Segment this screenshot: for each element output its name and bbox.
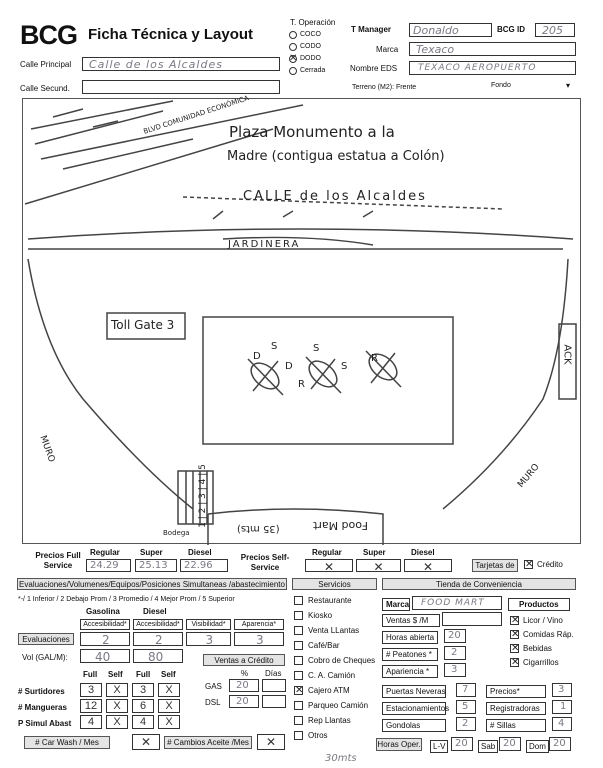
evaluaciones-bar: Evaluaciones/Volumenes/Equipos/Posiciones Simultaneas /abastecimiento <box>17 578 287 590</box>
calle-secund-field[interactable] <box>82 80 280 94</box>
op-label-codo: CODO <box>300 43 321 50</box>
dsl-value: 20 <box>236 696 249 707</box>
registradoras-field[interactable] <box>552 700 572 714</box>
self-super-field[interactable]: ✕ <box>356 559 401 572</box>
dsl-field[interactable] <box>229 695 259 708</box>
calle-sketch-label: CALLE de los Alcaldes <box>243 189 427 204</box>
tienda-marca-label: Marca <box>382 598 410 611</box>
producto-label-bebidas: Bebidas <box>523 644 552 653</box>
fondo-label: Fondo <box>491 82 511 89</box>
servicio-checkbox-cobro-de-cheques[interactable] <box>294 656 303 665</box>
dias-label: Días <box>265 669 282 678</box>
calle-principal-field[interactable] <box>82 57 280 71</box>
full-super-value: 25.13 <box>139 560 168 571</box>
gondolas-label: Gondolas <box>382 719 446 732</box>
gasolina-header: Gasolina <box>86 607 120 616</box>
carwash-label: # Car Wash / Mes <box>24 736 110 749</box>
ventas-mes-label: Ventas $ /M <box>382 614 440 627</box>
chevron-down-icon[interactable]: ▾ <box>566 81 571 90</box>
op-radio-coco[interactable] <box>289 31 297 39</box>
terreno-label: Terreno (M2): Frente <box>352 84 417 91</box>
tienda-marca-field[interactable] <box>412 596 502 610</box>
full-diesel-field[interactable] <box>180 559 228 572</box>
servicio-label-restaurante: Restaurante <box>308 596 352 605</box>
dom-value: 20 <box>553 738 566 749</box>
servicio-checkbox-caf-bar[interactable] <box>294 641 303 650</box>
calle-principal-value: Calle de los Alcaldes <box>89 58 223 71</box>
self-diesel-header: Diesel <box>411 548 435 557</box>
plaza-label: Plaza Monumento a la <box>229 123 395 141</box>
foodmart-sub-label: (35 mts) <box>237 523 280 534</box>
island-letter: R <box>371 353 378 364</box>
full-super-field[interactable] <box>135 559 177 572</box>
vol-gasolina-field[interactable] <box>80 649 130 663</box>
vol-label: Vol (GAL/M): <box>22 653 68 662</box>
island-letter: D <box>253 351 261 362</box>
sketch-drawing <box>23 99 582 545</box>
calle-secund-label: Calle Secund. <box>20 84 70 93</box>
producto-label-comidas-r-p: Comidas Ráp. <box>523 630 574 639</box>
full-regular-field[interactable] <box>86 559 131 572</box>
servicios-bar: Servicios <box>292 578 377 590</box>
precios-full-label: Precios Full Service <box>35 551 81 570</box>
eval-value: 3 <box>256 633 264 647</box>
op-radio-dodo[interactable] <box>289 55 297 63</box>
simul-label: P Simul Abast <box>18 719 72 728</box>
footnote: 30mts <box>325 753 357 764</box>
servicio-label-rep-llantas: Rep Llantas <box>308 716 351 725</box>
vol-diesel-field[interactable] <box>133 649 183 663</box>
toll-gate-label: Toll Gate 3 <box>111 318 175 332</box>
gondolas-value: 2 <box>462 718 469 729</box>
accesibilidad-header-2: Accesibilidad* <box>133 619 183 630</box>
op-radio-codo[interactable] <box>289 43 297 51</box>
mangueras-cell[interactable]: X <box>158 699 180 713</box>
eval-value: 3 <box>205 633 214 647</box>
plaza-label-2: Madre (contigua estatua a Colón) <box>227 149 445 164</box>
self-diesel-field[interactable]: ✕ <box>404 559 452 572</box>
producto-checkbox-comidas-r-p[interactable] <box>510 630 519 639</box>
mangueras-label: # Mangueras <box>18 703 67 712</box>
op-label-coco: COCO <box>300 31 321 38</box>
full-diesel-value: 22.96 <box>184 560 213 571</box>
sillas-field[interactable] <box>552 717 572 731</box>
puertas-neveras-value: 7 <box>462 684 469 695</box>
eval-value: 2 <box>155 633 163 647</box>
peatones-label: # Peatones * <box>382 648 438 661</box>
servicio-checkbox-restaurante[interactable] <box>294 596 303 605</box>
servicio-checkbox-rep-llantas[interactable] <box>294 716 303 725</box>
self-header-1: Self <box>108 670 123 679</box>
t-manager-label: T Manager <box>351 25 392 34</box>
op-radio-cerrada[interactable] <box>289 67 297 75</box>
peatones-field[interactable] <box>444 646 466 660</box>
gas-label: GAS <box>205 682 222 691</box>
producto-checkbox-cigarrillos[interactable] <box>510 658 519 667</box>
mangueras-cell[interactable]: 12 <box>80 699 102 713</box>
surtidores-cell[interactable]: X <box>106 683 128 697</box>
servicio-label-cajero-atm: Cajero ATM <box>308 686 350 695</box>
servicio-label-c-a-cami-n: C. A. Camión <box>308 671 356 680</box>
mangueras-cell[interactable]: X <box>106 699 128 713</box>
servicio-label-caf-bar: Café/Bar <box>308 641 340 650</box>
layout-sketch-area <box>22 94 581 544</box>
island-letter: S <box>313 343 320 354</box>
servicio-checkbox-parqueo-cami-n[interactable] <box>294 701 303 710</box>
servicio-checkbox-kiosko[interactable] <box>294 611 303 620</box>
evaluaciones-label: Evaluaciones <box>18 633 74 645</box>
self-regular-field[interactable]: ✕ <box>305 559 353 572</box>
apariencia-tienda-label: Apariencia * <box>382 665 438 678</box>
foodmart-label: Food Mart <box>313 519 368 532</box>
nombre-eds-label: Nombre EDS <box>350 64 398 73</box>
gas-value: 20 <box>236 680 249 691</box>
bodega-label: Bodega <box>163 529 190 537</box>
horas-oper-label: Horas Oper. <box>377 740 421 749</box>
surtidores-cell[interactable]: X <box>158 683 180 697</box>
registradoras-label: Registradoras <box>486 702 546 715</box>
producto-checkbox-bebidas[interactable] <box>510 644 519 653</box>
jardinera-label: JARDINERA <box>228 239 301 250</box>
estacionamientos-label: Estacionamientos <box>382 702 446 715</box>
rating-scale: *-/ 1 Inferior / 2 Debajo Prom / 3 Promedio / 4 Mejor Prom / 5 Superior <box>18 596 235 603</box>
t-manager-value: Donaldo <box>413 24 459 37</box>
visibilidad-header: Visibilidad* <box>186 619 231 630</box>
marca-value: Texaco <box>416 43 455 56</box>
island-letter: S <box>341 361 348 372</box>
op-label-cerrada: Cerrada <box>300 67 326 74</box>
tienda-marca-value: FOOD MART <box>421 598 485 608</box>
form-title: Ficha Técnica y Layout <box>88 26 254 43</box>
pumps-label: 1 | 2 | 3 | 4 | 5 <box>197 464 208 528</box>
ventas-mes-field[interactable] <box>442 612 502 626</box>
servicio-label-parqueo-cami-n: Parqueo Camión <box>308 701 369 710</box>
simul-cell[interactable]: X <box>158 715 180 729</box>
surtidores-cell[interactable]: 3 <box>80 683 102 697</box>
producto-checkbox-licor-vino[interactable] <box>510 616 519 625</box>
lv-label: L-V <box>430 740 448 753</box>
puertas-neveras-label: Puertas Neveras <box>382 685 446 698</box>
full-regular-value: 24.29 <box>90 560 119 571</box>
horas-abierta-field[interactable] <box>444 629 466 643</box>
regular-header: Regular <box>90 548 120 557</box>
precios-tienda-value: 3 <box>558 684 565 695</box>
marca-label: Marca <box>376 45 399 54</box>
diesel-eval-header: Diesel <box>143 607 167 616</box>
dsl-label: DSL <box>205 698 221 707</box>
dsl-dias-field[interactable] <box>262 695 286 708</box>
puertas-neveras-field[interactable] <box>456 683 476 697</box>
island-letter: D <box>285 361 293 372</box>
t-operacion-label: T. Operación <box>290 18 336 27</box>
cambios-aceite-label: # Cambios Aceite /Mes <box>164 736 252 749</box>
apariencia-header: Aparencia* <box>234 619 284 630</box>
eval-field[interactable] <box>133 632 183 646</box>
cambios-aceite-field[interactable]: ✕ <box>257 734 285 750</box>
island-letter: S <box>271 341 278 352</box>
bcg-id-field[interactable] <box>535 23 575 37</box>
precios-tienda-label: Precios* <box>486 685 546 698</box>
lv-field[interactable] <box>451 737 473 751</box>
peatones-value: 2 <box>451 647 458 658</box>
horas-abierta-value: 20 <box>448 630 461 641</box>
gondolas-field[interactable] <box>456 717 476 731</box>
t-manager-field[interactable] <box>409 23 492 37</box>
credito-label: Crédito <box>537 560 563 569</box>
vol-diesel-value: 80 <box>148 650 164 664</box>
servicio-checkbox-venta-llantas[interactable] <box>294 626 303 635</box>
sab-field[interactable] <box>499 737 521 751</box>
gas-dias-field[interactable] <box>262 679 286 692</box>
ack-label: ACK <box>561 344 573 365</box>
nombre-eds-field[interactable] <box>409 61 576 75</box>
marca-field[interactable] <box>409 42 576 56</box>
blvd-label: BLVD COMUNIDAD ECONÓMICA <box>142 94 250 136</box>
vol-gasolina-value: 40 <box>95 650 111 664</box>
servicio-checkbox-c-a-cami-n[interactable] <box>294 671 303 680</box>
sab-label: Sab <box>478 740 498 753</box>
surtidores-cell[interactable]: 3 <box>132 683 154 697</box>
gas-field[interactable] <box>229 679 259 692</box>
precios-self-label: Precios Self-Service <box>240 553 290 572</box>
eval-field[interactable] <box>234 632 284 646</box>
carwash-field[interactable]: ✕ <box>132 734 160 750</box>
ventas-credito-label: Ventas a Crédito <box>203 654 285 666</box>
self-regular-header: Regular <box>312 548 342 557</box>
servicio-checkbox-otros[interactable] <box>294 731 303 740</box>
surtidores-label: # Surtidores <box>18 687 65 696</box>
full-header-2: Full <box>136 670 151 679</box>
servicio-label-otros: Otros <box>308 731 328 740</box>
island-letter: R <box>298 379 305 390</box>
simul-cell[interactable]: 4 <box>80 715 102 729</box>
servicio-label-venta-llantas: Venta LLantas <box>308 626 360 635</box>
simul-cell[interactable]: 4 <box>132 715 154 729</box>
calle-principal-label: Calle Principal <box>20 60 72 69</box>
registradoras-value: 1 <box>560 701 567 712</box>
eval-value: 2 <box>102 633 110 647</box>
self-super-header: Super <box>363 548 386 557</box>
productos-label: Productos <box>508 598 570 611</box>
estacionamientos-field[interactable] <box>456 700 476 714</box>
simul-cell[interactable]: X <box>106 715 128 729</box>
apariencia-tienda-value: 3 <box>451 664 458 675</box>
servicio-label-kiosko: Kiosko <box>308 611 333 620</box>
self-header-2: Self <box>161 670 176 679</box>
producto-label-licor-vino: Licor / Vino <box>523 616 563 625</box>
eval-field[interactable] <box>186 632 231 646</box>
full-header-1: Full <box>83 670 98 679</box>
accesibilidad-header-1: Accesibilidad* <box>80 619 130 630</box>
dom-label: Dom <box>526 740 549 753</box>
apariencia-tienda-field[interactable] <box>444 663 466 677</box>
credito-checkbox[interactable] <box>524 560 533 569</box>
logo: BCG <box>20 20 77 50</box>
horas-abierta-label: Horas abierta <box>382 631 438 644</box>
nombre-eds-value: TEXACO AEROPUERTO <box>418 63 537 73</box>
tarjetas-label: Tarjetas de <box>472 559 518 572</box>
servicio-label-cobro-de-cheques: Cobro de Cheques <box>308 656 376 665</box>
sillas-label: # Sillas <box>486 719 546 732</box>
dom-field[interactable] <box>549 737 571 751</box>
pct-label: % <box>241 669 249 678</box>
bcg-id-value: 205 <box>542 24 563 37</box>
eval-field[interactable] <box>80 632 130 646</box>
tienda-bar: Tienda de Conveniencia <box>382 578 576 590</box>
muro-left-label: MURO <box>37 434 57 464</box>
muro-right-label: MURO <box>516 462 542 490</box>
mangueras-cell[interactable]: 6 <box>132 699 154 713</box>
lv-value: 20 <box>455 738 468 749</box>
producto-label-cigarrillos: Cigarrillos <box>523 658 559 667</box>
sab-value: 20 <box>503 738 516 749</box>
diesel-header: Diesel <box>188 548 212 557</box>
sillas-value: 4 <box>558 718 565 729</box>
op-label-dodo: DODO <box>300 55 321 62</box>
servicio-checkbox-cajero-atm[interactable] <box>294 686 303 695</box>
bcg-id-label: BCG ID <box>497 25 525 34</box>
estacionamientos-value: 5 <box>462 701 469 712</box>
precios-tienda-field[interactable] <box>552 683 572 697</box>
super-header: Super <box>140 548 163 557</box>
